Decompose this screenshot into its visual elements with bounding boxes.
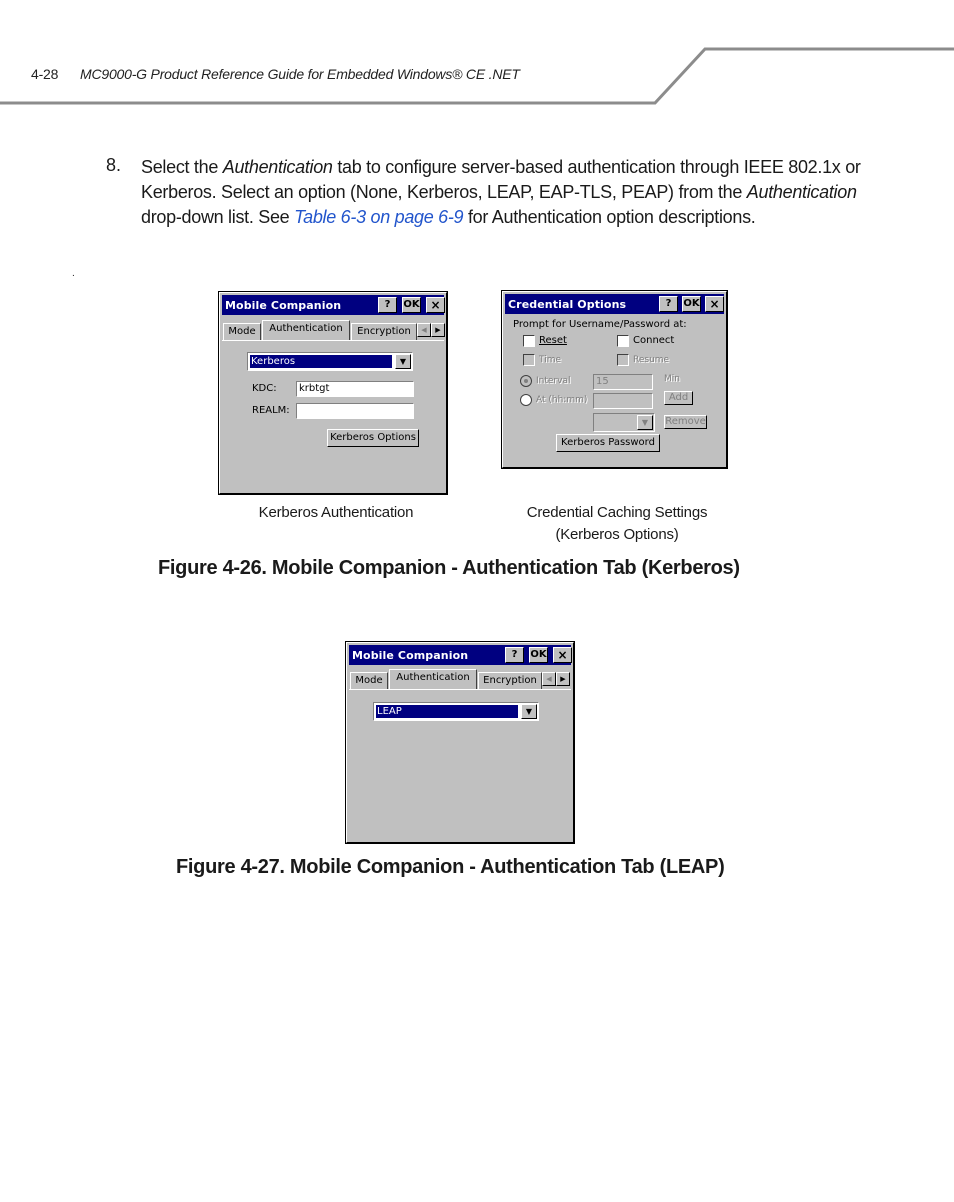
connect-checkbox[interactable] [617, 335, 629, 347]
reset-label: Reset [539, 335, 567, 346]
authentication-value: LEAP [376, 705, 518, 718]
close-button[interactable]: × [426, 297, 445, 313]
remove-button[interactable]: Remove [665, 416, 706, 427]
interval-label: Interval [536, 376, 571, 386]
min-label: Min [664, 374, 680, 384]
page-number: 4-28 [31, 66, 59, 82]
leap-dialog [346, 642, 574, 843]
figure-26-caption: Figure 4-26. Mobile Companion - Authentication Tab (Kerberos) [158, 557, 740, 579]
step-text [141, 155, 861, 230]
tab-authentication[interactable]: Authentication [389, 669, 477, 689]
title-bar [222, 295, 444, 315]
at-radio[interactable] [520, 394, 532, 406]
figure-27-caption: Figure 4-27. Mobile Companion - Authentication Tab (LEAP) [176, 856, 725, 878]
time-label: Time [539, 355, 562, 365]
dialog-title: Credential Options [508, 298, 627, 311]
prompt-label: Prompt for Username/Password at: [513, 319, 687, 330]
help-button[interactable]: ? [659, 296, 678, 312]
tab-mode[interactable]: Mode [223, 323, 261, 340]
kdc-label: KDC: [252, 383, 277, 394]
step-text-part: drop-down list. See [141, 207, 295, 227]
title-bar [349, 645, 571, 665]
interval-field[interactable]: 15 [593, 374, 653, 390]
step-text-emphasis: Authentication [222, 157, 333, 177]
realm-label: REALM: [252, 405, 290, 416]
tab-scroll-right-icon[interactable]: ▶ [431, 323, 445, 337]
tab-scroll-left-icon[interactable]: ◀ [417, 323, 431, 337]
authentication-dropdown[interactable] [247, 352, 413, 371]
credential-caption-line1: Credential Caching Settings [526, 504, 708, 521]
at-time-field[interactable] [593, 393, 653, 409]
resume-checkbox[interactable] [617, 354, 629, 366]
tab-scroll-right-icon[interactable]: ▶ [556, 672, 570, 686]
tab-panel-edge [222, 340, 444, 341]
authentication-value: Kerberos [250, 355, 392, 368]
step-text-part: Select the [141, 157, 223, 177]
connect-label: Connect [633, 335, 675, 346]
kerberos-dialog [219, 292, 447, 494]
realm-field[interactable] [296, 403, 414, 419]
step-text-part: tab to configure server-based authentication through IEEE 802.1x or Kerberos. Select an option (None, Kerberos, LEAP, EAP-TLS, PEAP) from the [141, 157, 861, 202]
step-text-emphasis: Authentication [746, 182, 857, 202]
stray-mark: . [72, 268, 75, 279]
step-number: 8. [106, 155, 122, 175]
title-bar [505, 294, 724, 314]
chevron-down-icon[interactable]: ▼ [521, 704, 537, 719]
running-title: MC9000-G Product Reference Guide for Embedded Windows® CE .NET [80, 66, 520, 82]
authentication-dropdown[interactable] [373, 702, 539, 721]
kerberos-password-button[interactable]: Kerberos Password [556, 434, 660, 452]
ok-button[interactable]: OK [682, 296, 701, 312]
dialog-title: Mobile Companion [225, 299, 342, 312]
ok-button[interactable]: OK [529, 647, 548, 663]
dialog-title: Mobile Companion [352, 649, 469, 662]
interval-radio[interactable] [520, 375, 532, 387]
header-rule [0, 0, 954, 110]
credential-options-dialog [502, 291, 727, 468]
tab-authentication[interactable]: Authentication [262, 320, 350, 340]
kerberos-caption: Kerberos Authentication [258, 504, 414, 521]
resume-label: Resume [633, 355, 670, 365]
chevron-down-icon[interactable]: ▼ [395, 354, 411, 369]
step-text-part: for Authentication option descriptions. [463, 207, 756, 227]
close-button[interactable]: × [705, 296, 724, 312]
tab-encryption[interactable]: Encryption [478, 672, 542, 689]
chevron-down-icon[interactable]: ▼ [637, 415, 653, 430]
time-list-dropdown[interactable] [593, 413, 655, 432]
credential-caption-line2: (Kerberos Options) [555, 526, 679, 543]
time-checkbox[interactable] [523, 354, 535, 366]
help-button[interactable]: ? [378, 297, 397, 313]
close-button[interactable]: × [553, 647, 572, 663]
reset-checkbox[interactable] [523, 335, 535, 347]
help-button[interactable]: ? [505, 647, 524, 663]
tab-scroll-left-icon[interactable]: ◀ [542, 672, 556, 686]
table-link[interactable]: Table 6-3 on page 6-9 [294, 207, 464, 227]
at-label: At (hh:mm) [536, 395, 588, 405]
add-button[interactable]: Add [664, 391, 693, 405]
kerberos-options-button[interactable]: Kerberos Options [327, 429, 419, 447]
tab-encryption[interactable]: Encryption [351, 323, 417, 340]
tab-mode[interactable]: Mode [350, 672, 388, 689]
kdc-field[interactable]: krbtgt [296, 381, 414, 397]
ok-button[interactable]: OK [402, 297, 421, 313]
tab-panel-edge [349, 689, 571, 690]
